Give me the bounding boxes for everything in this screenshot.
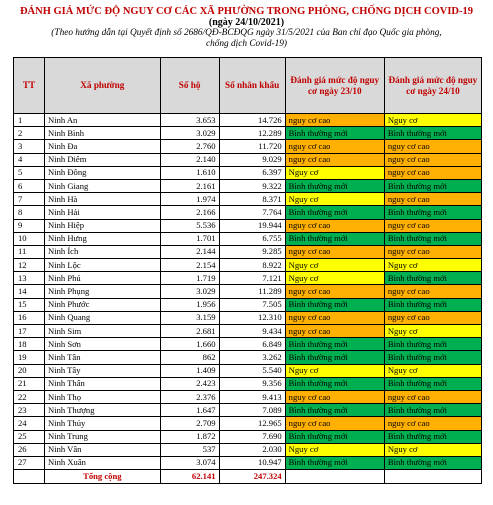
table-row [14,153,482,166]
households-count: 537 [160,443,219,456]
table-row [14,193,482,206]
ward-name: Ninh Đông [44,166,160,179]
assessment-23-10: Bình thường mới [285,351,384,364]
row-number: 1 [14,114,45,127]
population-count: 14.726 [219,114,285,127]
assessment-23-10: nguy cơ cao [285,390,384,403]
table-row [14,390,482,403]
population-count: 7.764 [219,206,285,219]
ward-name: Ninh An [44,114,160,127]
column-header-ward: Xã phường [44,58,160,114]
households-count: 2.376 [160,390,219,403]
table-row [14,219,482,232]
row-number: 7 [14,193,45,206]
ward-name: Ninh Bình [44,127,160,140]
ward-name: Ninh Sơn [44,338,160,351]
assessment-24-10: Nguy cơ [384,259,481,272]
population-count: 6.397 [219,166,285,179]
row-number: 3 [14,140,45,153]
assessment-23-10: nguy cơ cao [285,311,384,324]
ward-name: Ninh Trung [44,430,160,443]
row-number: 24 [14,417,45,430]
assessment-23-10: Nguy cơ [285,193,384,206]
assessment-24-10: Bình thường mới [384,351,481,364]
report-header [0,0,493,50]
households-count: 1.701 [160,232,219,245]
column-header-assessment-23-10: Đánh giá mức độ nguy cơ ngày 23/10 [285,58,384,114]
assessment-24-10: Nguy cơ [384,325,481,338]
row-number: 16 [14,311,45,324]
ward-name: Ninh Thượng [44,404,160,417]
table-row [14,404,482,417]
assessment-23-10: nguy cơ cao [285,285,384,298]
assessment-23-10: nguy cơ cao [285,325,384,338]
households-count: 2.144 [160,245,219,258]
assessment-24-10: Nguy cơ [384,364,481,377]
row-number: 17 [14,325,45,338]
population-count: 2.030 [219,443,285,456]
population-count: 9.413 [219,390,285,403]
table-row [14,364,482,377]
column-header-households: Số hộ [160,58,219,114]
ward-name: Ninh Tân [44,351,160,364]
population-count: 7.089 [219,404,285,417]
table-row [14,325,482,338]
households-count: 1.719 [160,272,219,285]
ward-name: Ninh Hải [44,206,160,219]
assessment-24-10: nguy cơ cao [384,140,481,153]
assessment-24-10: nguy cơ cao [384,166,481,179]
assessment-24-10: nguy cơ cao [384,311,481,324]
assessment-23-10: nguy cơ cao [285,219,384,232]
assessment-23-10: Nguy cơ [285,364,384,377]
table-row [14,232,482,245]
ward-name: Ninh Phú [44,272,160,285]
assessment-23-10: Bình thường mới [285,338,384,351]
ward-name: Ninh Phước [44,298,160,311]
assessment-24-10: nguy cơ cao [384,219,481,232]
risk-assessment-table [13,57,482,484]
households-count: 2.154 [160,259,219,272]
row-number: 9 [14,219,45,232]
households-count: 2.709 [160,417,219,430]
ward-name: Ninh Quang [44,311,160,324]
population-count: 19.944 [219,219,285,232]
households-count: 2.760 [160,140,219,153]
population-count: 9.285 [219,245,285,258]
households-count: 3.029 [160,285,219,298]
ward-name: Ninh Vân [44,443,160,456]
table-row [14,259,482,272]
ward-name: Ninh Thủy [44,417,160,430]
population-count: 12.310 [219,311,285,324]
report-date: (ngày 24/10/2021) [208,17,285,28]
row-number: 5 [14,166,45,179]
assessment-24-10: nguy cơ cao [384,193,481,206]
table-row [14,272,482,285]
assessment-23-10: nguy cơ cao [285,153,384,166]
ward-name: Ninh Xuân [44,456,160,469]
households-count: 3.653 [160,114,219,127]
assessment-23-10: Nguy cơ [285,166,384,179]
ward-name: Ninh Lộc [44,259,160,272]
assessment-24-10: Bình thường mới [384,127,481,140]
legal-note-line1: (Theo hướng dẫn tại Quyết định số 2686/QĐ-BCĐQG ngày 31/5/2021 của Ban chỉ đạo Quốc gia phòng, [51,28,442,38]
assessment-24-10: nguy cơ cao [384,153,481,166]
assessment-24-10: nguy cơ cao [384,285,481,298]
assessment-23-10: Nguy cơ [285,443,384,456]
assessment-24-10: Bình thường mới [384,377,481,390]
row-number: 6 [14,179,45,192]
population-count: 8.371 [219,193,285,206]
population-count: 9.322 [219,179,285,192]
population-count: 11.720 [219,140,285,153]
households-count: 1.647 [160,404,219,417]
population-count: 12.965 [219,417,285,430]
row-number: 14 [14,285,45,298]
assessment-24-10: Bình thường mới [384,179,481,192]
population-count: 7.505 [219,298,285,311]
population-count: 6.755 [219,232,285,245]
assessment-24-10: nguy cơ cao [384,390,481,403]
table-row [14,114,482,127]
households-count: 3.159 [160,311,219,324]
households-count: 2.161 [160,179,219,192]
households-count: 1.956 [160,298,219,311]
row-number: 23 [14,404,45,417]
row-number: 21 [14,377,45,390]
total-row [14,470,482,484]
assessment-24-10: Bình thường mới [384,232,481,245]
population-count: 7.690 [219,430,285,443]
assessment-23-10: Nguy cơ [285,259,384,272]
population-count: 12.289 [219,127,285,140]
ward-name: Ninh Hà [44,193,160,206]
table-row [14,443,482,456]
households-count: 1.872 [160,430,219,443]
ward-name: Ninh Hiệp [44,219,160,232]
population-count: 9.029 [219,153,285,166]
column-header-population: Số nhân khẩu [219,58,285,114]
table-row [14,338,482,351]
table-row [14,377,482,390]
table-row [14,206,482,219]
row-number: 2 [14,127,45,140]
table-row [14,351,482,364]
assessment-24-10: Bình thường mới [384,338,481,351]
assessment-24-10: Bình thường mới [384,272,481,285]
ward-name: Ninh Ích [44,245,160,258]
households-count: 1.610 [160,166,219,179]
row-number: 15 [14,298,45,311]
table-row [14,456,482,469]
population-count: 8.922 [219,259,285,272]
table-row [14,179,482,192]
row-number: 27 [14,456,45,469]
ward-name: Ninh Giang [44,179,160,192]
row-number: 19 [14,351,45,364]
households-count: 2.681 [160,325,219,338]
households-count: 1.660 [160,338,219,351]
row-number: 26 [14,443,45,456]
population-count: 6.849 [219,338,285,351]
table-body [14,114,482,470]
ward-name: Ninh Phụng [44,285,160,298]
row-number: 25 [14,430,45,443]
row-number: 12 [14,259,45,272]
population-count: 11.289 [219,285,285,298]
page-title: ĐÁNH GIÁ MỨC ĐỘ NGUY CƠ CÁC XÃ PHƯỜNG TRONG PHÒNG, CHỐNG DỊCH COVID-19 [19,6,474,17]
column-header-tt: TT [14,58,45,114]
population-count: 5.540 [219,364,285,377]
assessment-24-10: Bình thường mới [384,404,481,417]
ward-name: Ninh Hưng [44,232,160,245]
ward-name: Ninh Sim [44,325,160,338]
assessment-24-10: Bình thường mới [384,456,481,469]
assessment-23-10: Nguy cơ [285,272,384,285]
row-number: 10 [14,232,45,245]
column-header-assessment-24-10: Đánh giá mức độ nguy cơ ngày 24/10 [384,58,481,114]
ward-name: Ninh Thọ [44,390,160,403]
row-number: 13 [14,272,45,285]
households-count: 1.974 [160,193,219,206]
households-count: 3.074 [160,456,219,469]
population-count: 7.121 [219,272,285,285]
population-count: 9.356 [219,377,285,390]
assessment-23-10: nguy cơ cao [285,417,384,430]
households-count: 1.409 [160,364,219,377]
table-row [14,127,482,140]
assessment-23-10: Bình thường mới [285,232,384,245]
total-population: 247.324 [219,470,285,484]
assessment-24-10: Nguy cơ [384,443,481,456]
assessment-23-10: nguy cơ cao [285,140,384,153]
row-number: 18 [14,338,45,351]
row-number: 22 [14,390,45,403]
table-row [14,298,482,311]
table-row [14,430,482,443]
assessment-23-10: Bình thường mới [285,456,384,469]
assessment-24-10: Bình thường mới [384,206,481,219]
ward-name: Ninh Tây [44,364,160,377]
table-row [14,311,482,324]
table-row [14,285,482,298]
households-count: 2.423 [160,377,219,390]
assessment-24-10: Bình thường mới [384,298,481,311]
row-number: 4 [14,153,45,166]
table-row [14,166,482,179]
assessment-23-10: Bình thường mới [285,298,384,311]
assessment-24-10: Bình thường mới [384,430,481,443]
households-count: 5.536 [160,219,219,232]
assessment-24-10: nguy cơ cao [384,417,481,430]
population-count: 10.947 [219,456,285,469]
ward-name: Ninh Đa [44,140,160,153]
total-households: 62.141 [160,470,219,484]
assessment-23-10: Bình thường mới [285,404,384,417]
assessment-23-10: Bình thường mới [285,430,384,443]
row-number: 8 [14,206,45,219]
table-row [14,417,482,430]
assessment-23-10: Bình thường mới [285,377,384,390]
households-count: 2.166 [160,206,219,219]
assessment-24-10: nguy cơ cao [384,245,481,258]
assessment-23-10: Bình thường mới [285,206,384,219]
assessment-23-10: nguy cơ cao [285,245,384,258]
households-count: 2.140 [160,153,219,166]
row-number: 20 [14,364,45,377]
assessment-23-10: Bình thường mới [285,127,384,140]
assessment-24-10: Nguy cơ [384,114,481,127]
ward-name: Ninh Diêm [44,153,160,166]
table-row [14,245,482,258]
households-count: 862 [160,351,219,364]
row-number: 11 [14,245,45,258]
households-count: 3.029 [160,127,219,140]
assessment-23-10: Bình thường mới [285,179,384,192]
table-row [14,140,482,153]
assessment-23-10: nguy cơ cao [285,114,384,127]
ward-name: Ninh Thân [44,377,160,390]
table-header-row [14,58,482,114]
population-count: 3.262 [219,351,285,364]
population-count: 9.434 [219,325,285,338]
total-label: Tổng cộng [44,470,160,484]
legal-note-line2: chống dịch Covid-19) [205,39,288,49]
